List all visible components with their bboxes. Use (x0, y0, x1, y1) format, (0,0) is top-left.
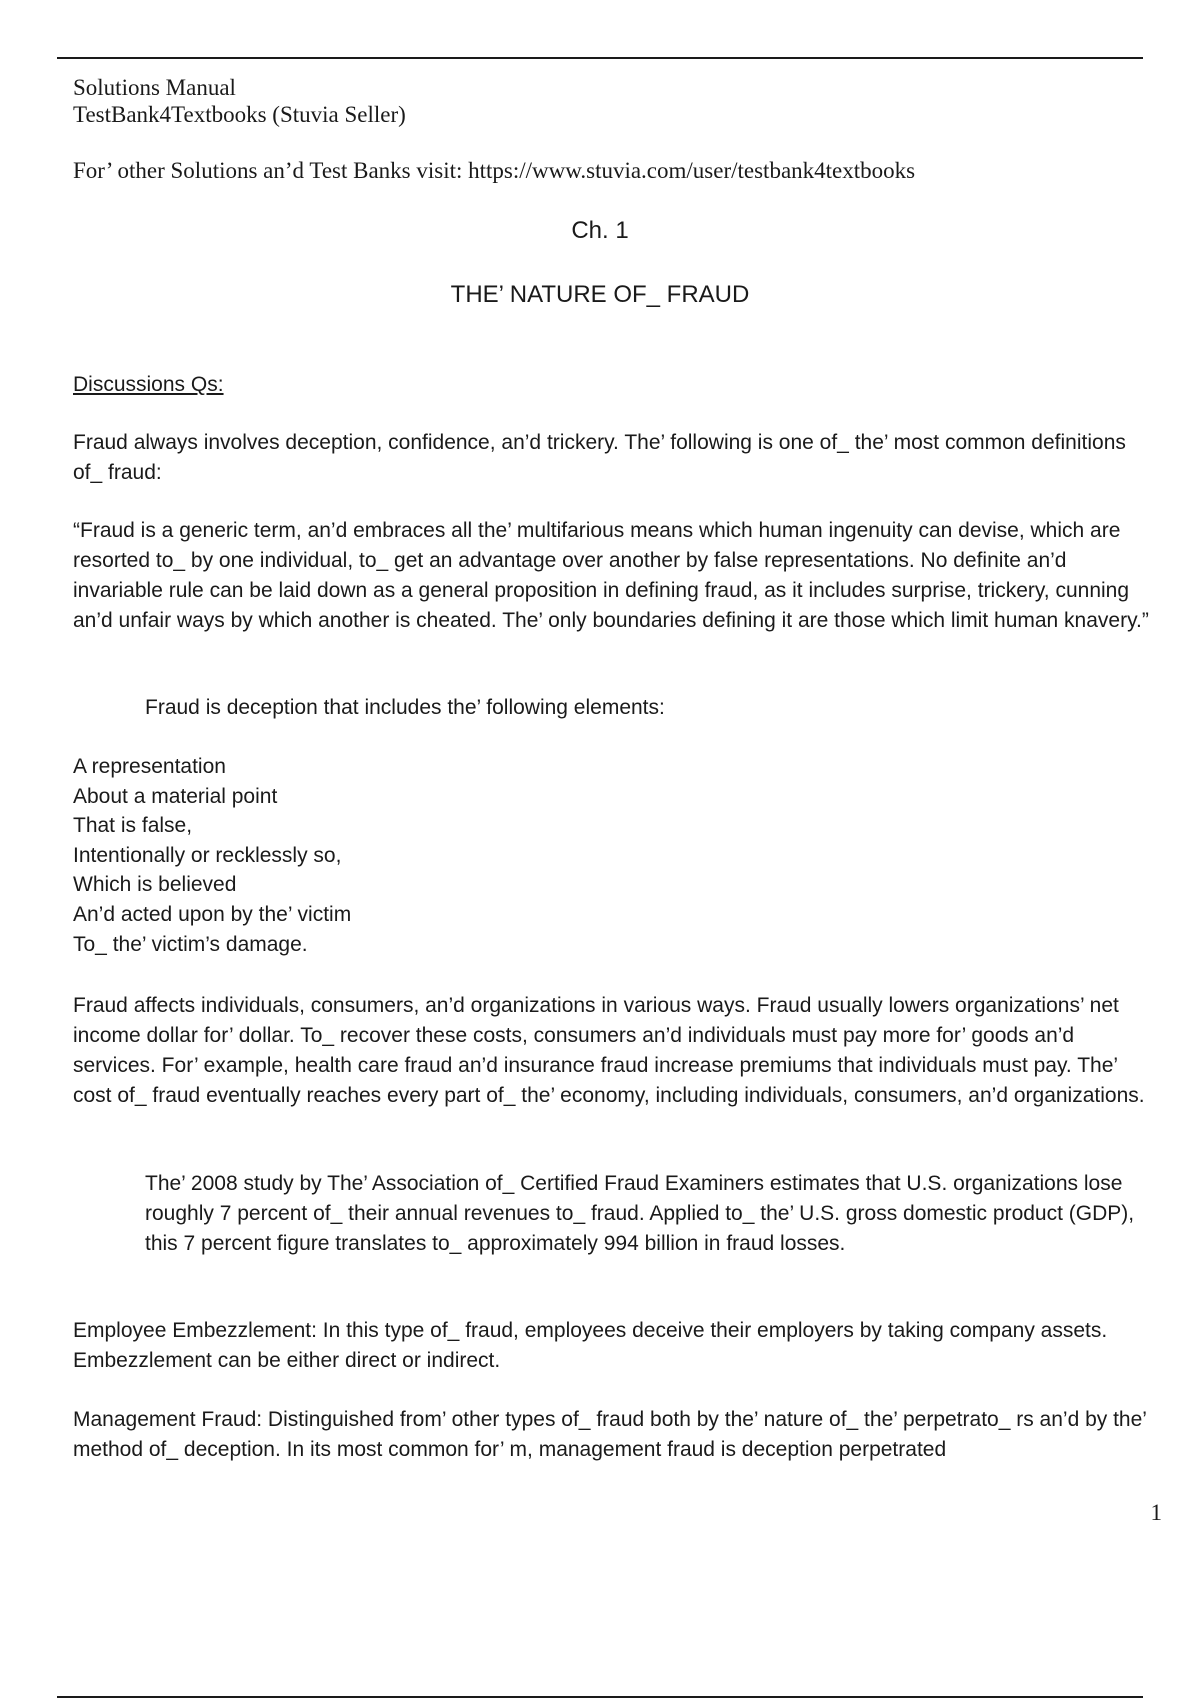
paragraph-intro: Fraud always involves deception, confidence, an’d trickery. The’ following is one of_ the’ most common definitions of_ fraud: (73, 431, 1126, 484)
paragraph-embezzlement: Employee Embezzlement: In this type of_ fraud, employees deceive their employers by taking company assets. Embezzlement can be either direct or indirect. (73, 1319, 1108, 1372)
elements-list (73, 752, 1153, 959)
visit-line: For’ other Solutions an’d Test Banks visit: https://www.stuvia.com/user/testbank4textbooks (73, 158, 916, 183)
list-item: A representation (73, 755, 226, 778)
header-line-1: Solutions Manual (73, 75, 236, 100)
paragraph-effects: Fraud affects individuals, consumers, an’d organizations in various ways. Fraud usually lowers organizations’ net income dollar for’ dollar. To_ recover these costs, consumers an’d individuals must pay more for’ goods an’d services. For’ example, health care fraud an’d insurance fraud increase premiums that individuals must pay. The’ cost of_ fraud eventually reaches every part of_ the’ economy, including individuals, consumers, an’d organizations. (73, 994, 1145, 1107)
document-header (73, 74, 406, 128)
list-item: Intentionally or recklessly so, (73, 843, 342, 867)
chapter-title: THE’ NATURE OF_ FRAUD (450, 281, 750, 308)
paragraph-quote: “Fraud is a generic term, an’d embraces all the’ multifarious means which human ingenuity can devise, which are resorted to_ by one individual, to_ get an advantage over another by false representations. No definite an’d invariable rule can be laid down as a general proposition in defining fraud, as it includes surprise, trickery, cunning an’d unfair ways by which another is cheated. The’ only boundaries defining it are those which limit human knavery.” (73, 519, 1149, 632)
bottom-rule (57, 1696, 1143, 1698)
paragraph-management: Management Fraud: Distinguished from’ other types of_ fraud both by the’ nature of_ the’ perpetrato_ rs an’d by the’ method of_ deception. In its most common for’ m, management fraud is deception perpetrated (73, 1408, 1147, 1461)
top-rule (57, 57, 1143, 59)
list-item: An’d acted upon by the’ victim (73, 902, 352, 926)
list-item: To_ the’ victim’s damage. (73, 932, 308, 956)
chapter-number: Ch. 1 (571, 217, 629, 244)
section-heading: Discussions Qs: (73, 373, 224, 396)
list-item: About a material point (73, 784, 278, 808)
page-number: 1 (1150, 1500, 1162, 1525)
list-item: That is false, (73, 814, 193, 838)
paragraph-study: The’ 2008 study by The’ Association of_ Certified Fraud Examiners estimates that U.S. organizations lose roughly 7 percent of_ their annual revenues to_ fraud. Applied to_ the’ U.S. gross domestic product (GDP), this 7 percent figure translates to_ approximately 994 billion in fraud losses. (145, 1172, 1135, 1255)
paragraph-elements-intro: Fraud is deception that includes the’ following elements: (145, 696, 665, 719)
list-item: Which is believed (73, 873, 237, 897)
header-line-2: TestBank4Textbooks (Stuvia Seller) (73, 102, 406, 127)
